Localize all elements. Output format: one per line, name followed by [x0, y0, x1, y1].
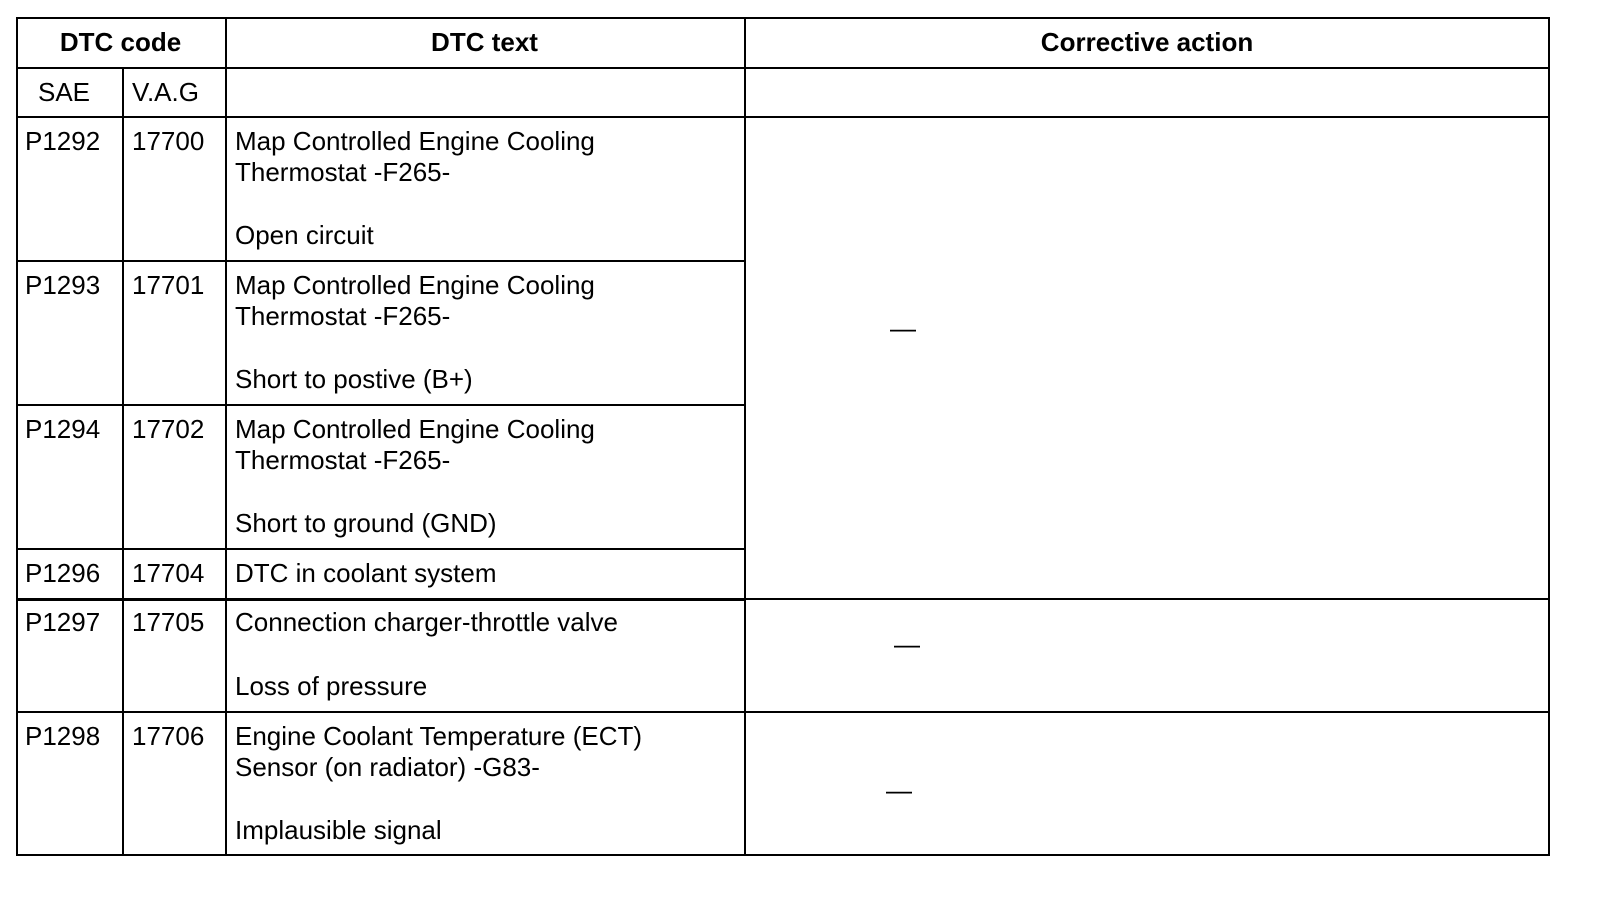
subheader-vag: V.A.G	[132, 77, 199, 107]
row-3-text-line-1: Map Controlled Engine Cooling	[235, 414, 595, 444]
row-3-text-line-3: Short to ground (GND)	[235, 508, 497, 538]
corrective-action-3: —	[886, 775, 912, 805]
header-dtc-text: DTC text	[431, 27, 538, 57]
header-corrective-action: Corrective action	[1040, 27, 1254, 57]
table-border-left	[16, 17, 18, 856]
row-2-vag: 17701	[132, 270, 205, 300]
row-1-text-line-3: Open circuit	[235, 220, 374, 250]
row-6-text-line-3: Implausible signal	[235, 815, 442, 845]
header-divider	[16, 67, 1550, 69]
row-2-sae: P1293	[25, 270, 101, 300]
row-5-vag: 17705	[132, 607, 205, 637]
column-divider-action	[744, 17, 746, 856]
column-divider-text	[225, 17, 227, 856]
row-2-text-line-1: Map Controlled Engine Cooling	[235, 270, 595, 300]
row-1-text-line-1: Map Controlled Engine Cooling	[235, 126, 595, 156]
subheader-sae: SAE	[38, 77, 91, 107]
row-4-sae: P1296	[25, 558, 101, 588]
row-5-text-line-3: Loss of pressure	[235, 671, 428, 701]
column-divider-vag	[122, 67, 124, 856]
table-border-bottom	[16, 854, 1550, 856]
dtc-table	[16, 17, 1550, 856]
row-2-text-line-3: Short to postive (B+)	[235, 364, 473, 394]
header-dtc-code: DTC code	[59, 27, 182, 57]
row-divider-4-action	[744, 598, 1550, 600]
row-5-text-line-1: Connection charger-throttle valve	[235, 607, 618, 637]
row-2-text-line-2: Thermostat -F265-	[235, 301, 451, 331]
corrective-action-2: —	[894, 629, 920, 659]
row-6-sae: P1298	[25, 721, 101, 751]
row-4-vag: 17704	[132, 558, 205, 588]
row-1-vag: 17700	[132, 126, 205, 156]
row-3-vag: 17702	[132, 414, 205, 444]
table-border-right	[1548, 17, 1550, 856]
row-6-text-line-1: Engine Coolant Temperature (ECT)	[235, 721, 643, 751]
row-1-sae: P1292	[25, 126, 101, 156]
row-divider-4	[16, 598, 746, 601]
row-6-text-line-2: Sensor (on radiator) -G83-	[235, 752, 540, 782]
row-divider-3	[16, 548, 746, 550]
row-divider-1	[16, 260, 746, 262]
row-divider-2	[16, 404, 746, 406]
row-5-sae: P1297	[25, 607, 101, 637]
row-4-text-line-1: DTC in coolant system	[235, 558, 497, 588]
row-3-text-line-2: Thermostat -F265-	[235, 445, 451, 475]
corrective-action-1: —	[890, 313, 916, 343]
row-6-vag: 17706	[132, 721, 205, 751]
row-divider-5	[16, 711, 1550, 713]
subheader-divider	[16, 116, 1550, 118]
row-1-text-line-2: Thermostat -F265-	[235, 157, 451, 187]
row-3-sae: P1294	[25, 414, 101, 444]
table-border-top	[16, 17, 1550, 19]
